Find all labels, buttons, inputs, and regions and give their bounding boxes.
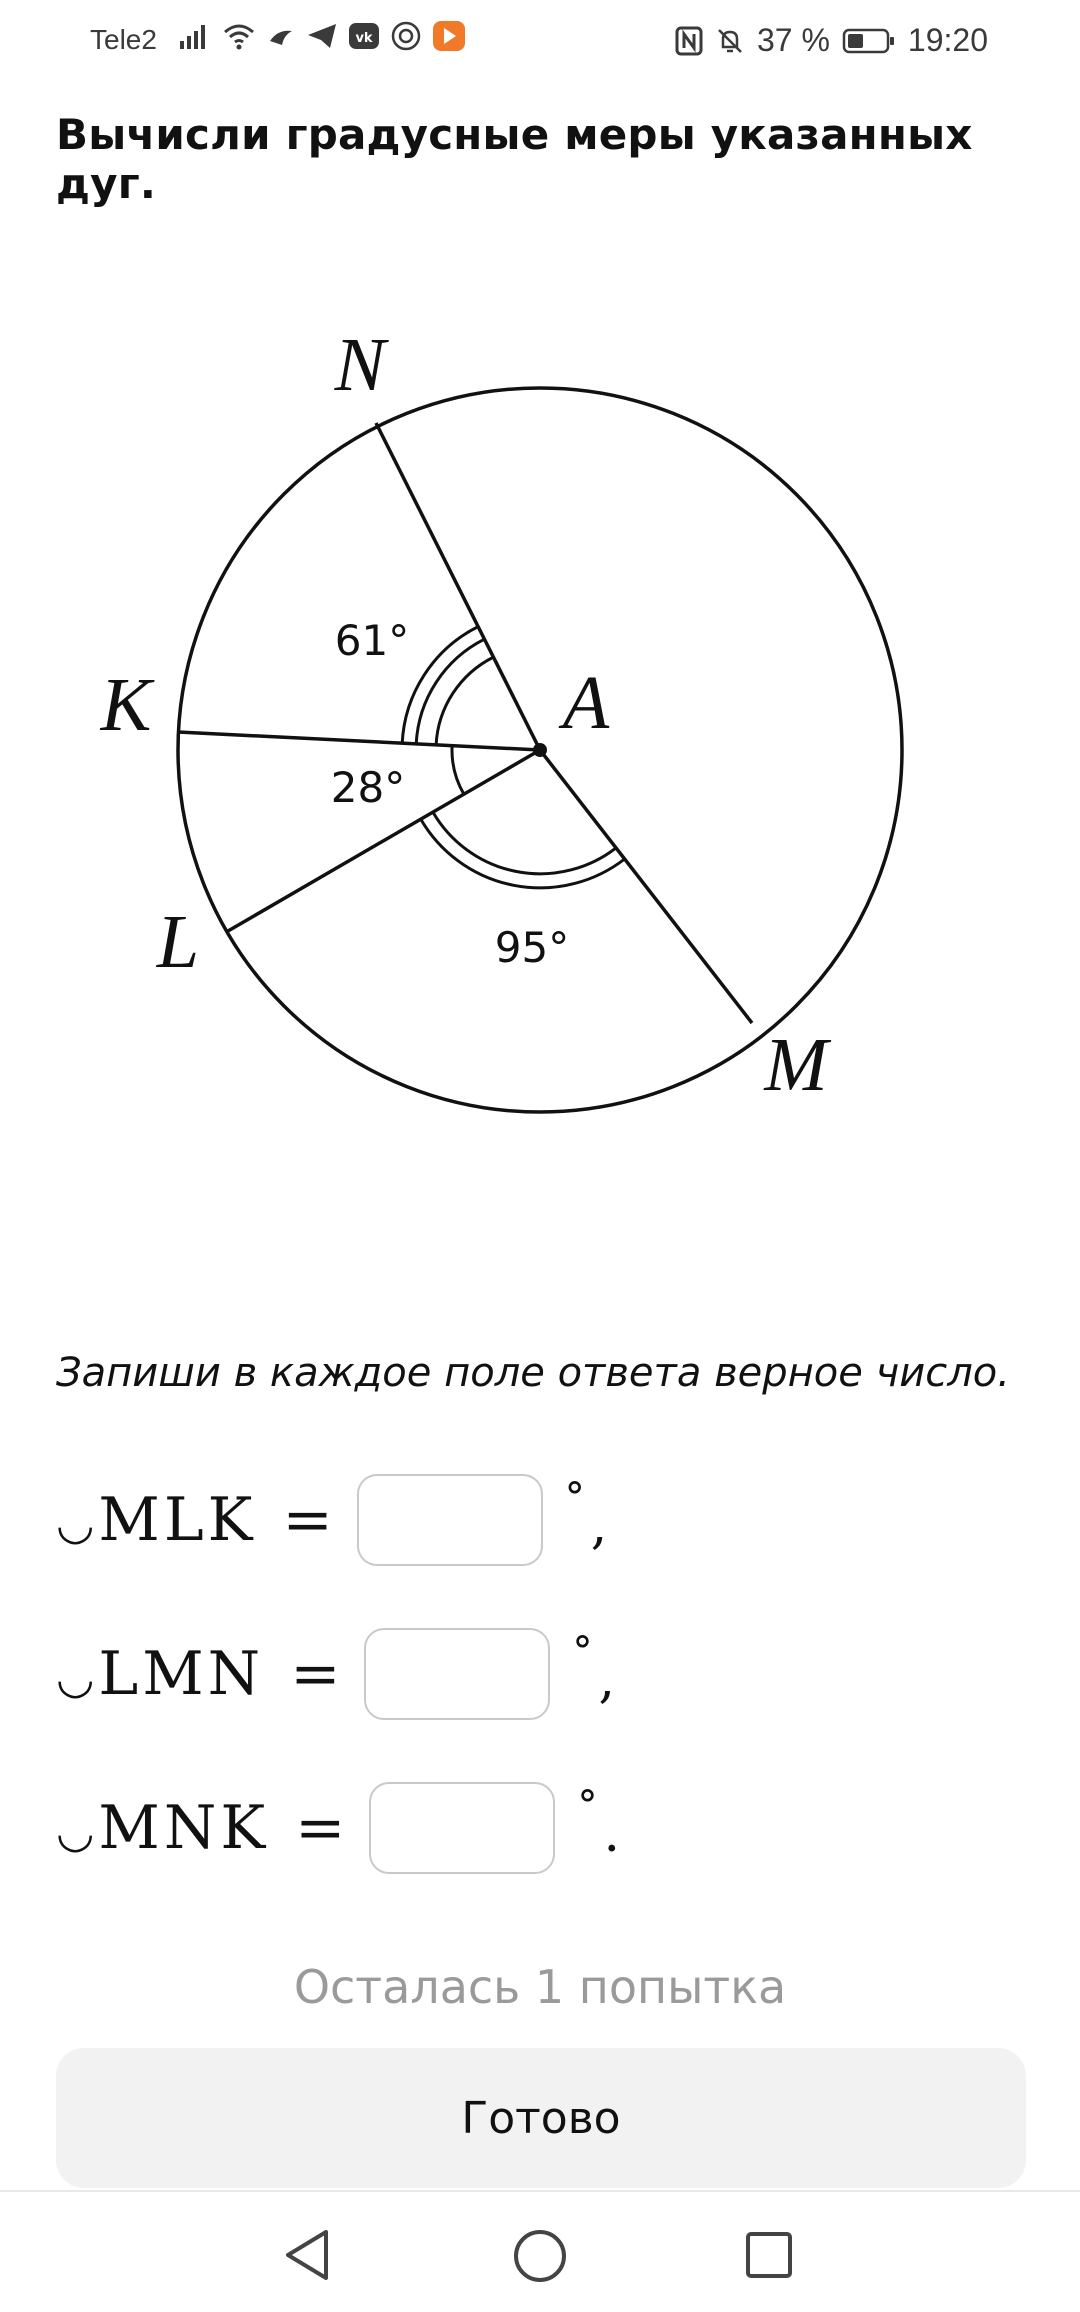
- equals-sign: =: [295, 1793, 346, 1863]
- done-button[interactable]: Готово: [56, 2048, 1026, 2188]
- row-punctuation: ,: [598, 1650, 615, 1710]
- degree-sign: °: [564, 1475, 585, 1521]
- angle-label-28: 28°: [330, 763, 406, 812]
- nfc-icon: [675, 26, 703, 56]
- answer-row-lmn: [56, 1624, 615, 1724]
- degree-sign: °: [572, 1629, 593, 1675]
- row-punctuation: ,: [590, 1496, 608, 1556]
- telegram-icon: [306, 21, 338, 51]
- point-label-m: M: [764, 1023, 828, 1107]
- angle-label-61: 61°: [334, 616, 410, 665]
- arc-symbol: ◡: [56, 1652, 95, 1704]
- angle-label-95: 95°: [494, 923, 570, 972]
- bird-icon: [266, 21, 296, 51]
- svg-text:vk: vk: [355, 31, 373, 46]
- mute-bell-icon: [715, 26, 745, 56]
- clock: 19:20: [907, 22, 988, 58]
- status-icons-right: [675, 22, 988, 59]
- point-label-k: K: [100, 663, 152, 747]
- arc-name-mlk: MLK: [98, 1485, 257, 1555]
- arc-symbol: ◡: [56, 1498, 95, 1550]
- degree-sign: °: [577, 1783, 598, 1829]
- angle-arc-lam-inner: [433, 812, 616, 874]
- angle-arc-kal: [452, 746, 464, 795]
- row-punctuation: .: [603, 1804, 620, 1864]
- carrier-name: Tele2: [90, 24, 157, 55]
- recents-icon[interactable]: [744, 2230, 794, 2280]
- arc-symbol: ◡: [56, 1806, 95, 1858]
- back-icon[interactable]: [282, 2228, 334, 2282]
- arc-name-mnk: MNK: [98, 1793, 270, 1863]
- arc-name-lmn: LMN: [98, 1639, 265, 1709]
- equals-sign: =: [282, 1485, 333, 1555]
- answer-input-lmn[interactable]: [364, 1628, 550, 1720]
- task-title: Вычисли градусные меры указанных дуг.: [56, 110, 973, 208]
- point-label-l: L: [156, 900, 200, 984]
- answer-row-mlk: [56, 1470, 607, 1570]
- battery-percent: 37 %: [756, 22, 830, 58]
- app-circle-icon: [390, 20, 422, 52]
- angle-arc-nak-inner: [416, 639, 484, 744]
- answer-input-mnk[interactable]: [369, 1782, 555, 1874]
- signal-icon: [178, 21, 212, 51]
- center-point-a: [533, 743, 547, 757]
- vk-icon: [348, 21, 380, 51]
- status-icons-left: [178, 20, 466, 52]
- attempts-remaining: Осталась 1 попытка: [293, 1960, 787, 2014]
- equals-sign: =: [290, 1639, 341, 1709]
- play-app-icon: [432, 20, 466, 52]
- instruction-text: Запиши в каждое поле ответа верное число.: [56, 1350, 1010, 1396]
- point-label-a: A: [562, 661, 610, 745]
- angle-arc-lam: [421, 819, 625, 888]
- point-label-n: N: [334, 323, 386, 407]
- radius-ak: [178, 732, 540, 750]
- answer-row-mnk: [56, 1778, 620, 1878]
- battery-icon: [842, 27, 896, 55]
- circle-diagram: [0, 290, 1080, 1170]
- status-bar: [0, 0, 1080, 80]
- radius-am: [540, 750, 752, 1023]
- wifi-icon: [222, 21, 256, 51]
- home-icon[interactable]: [512, 2228, 568, 2284]
- system-nav-bar: [0, 2190, 1080, 2312]
- radius-an: [376, 423, 540, 750]
- answer-input-mlk[interactable]: [357, 1474, 543, 1566]
